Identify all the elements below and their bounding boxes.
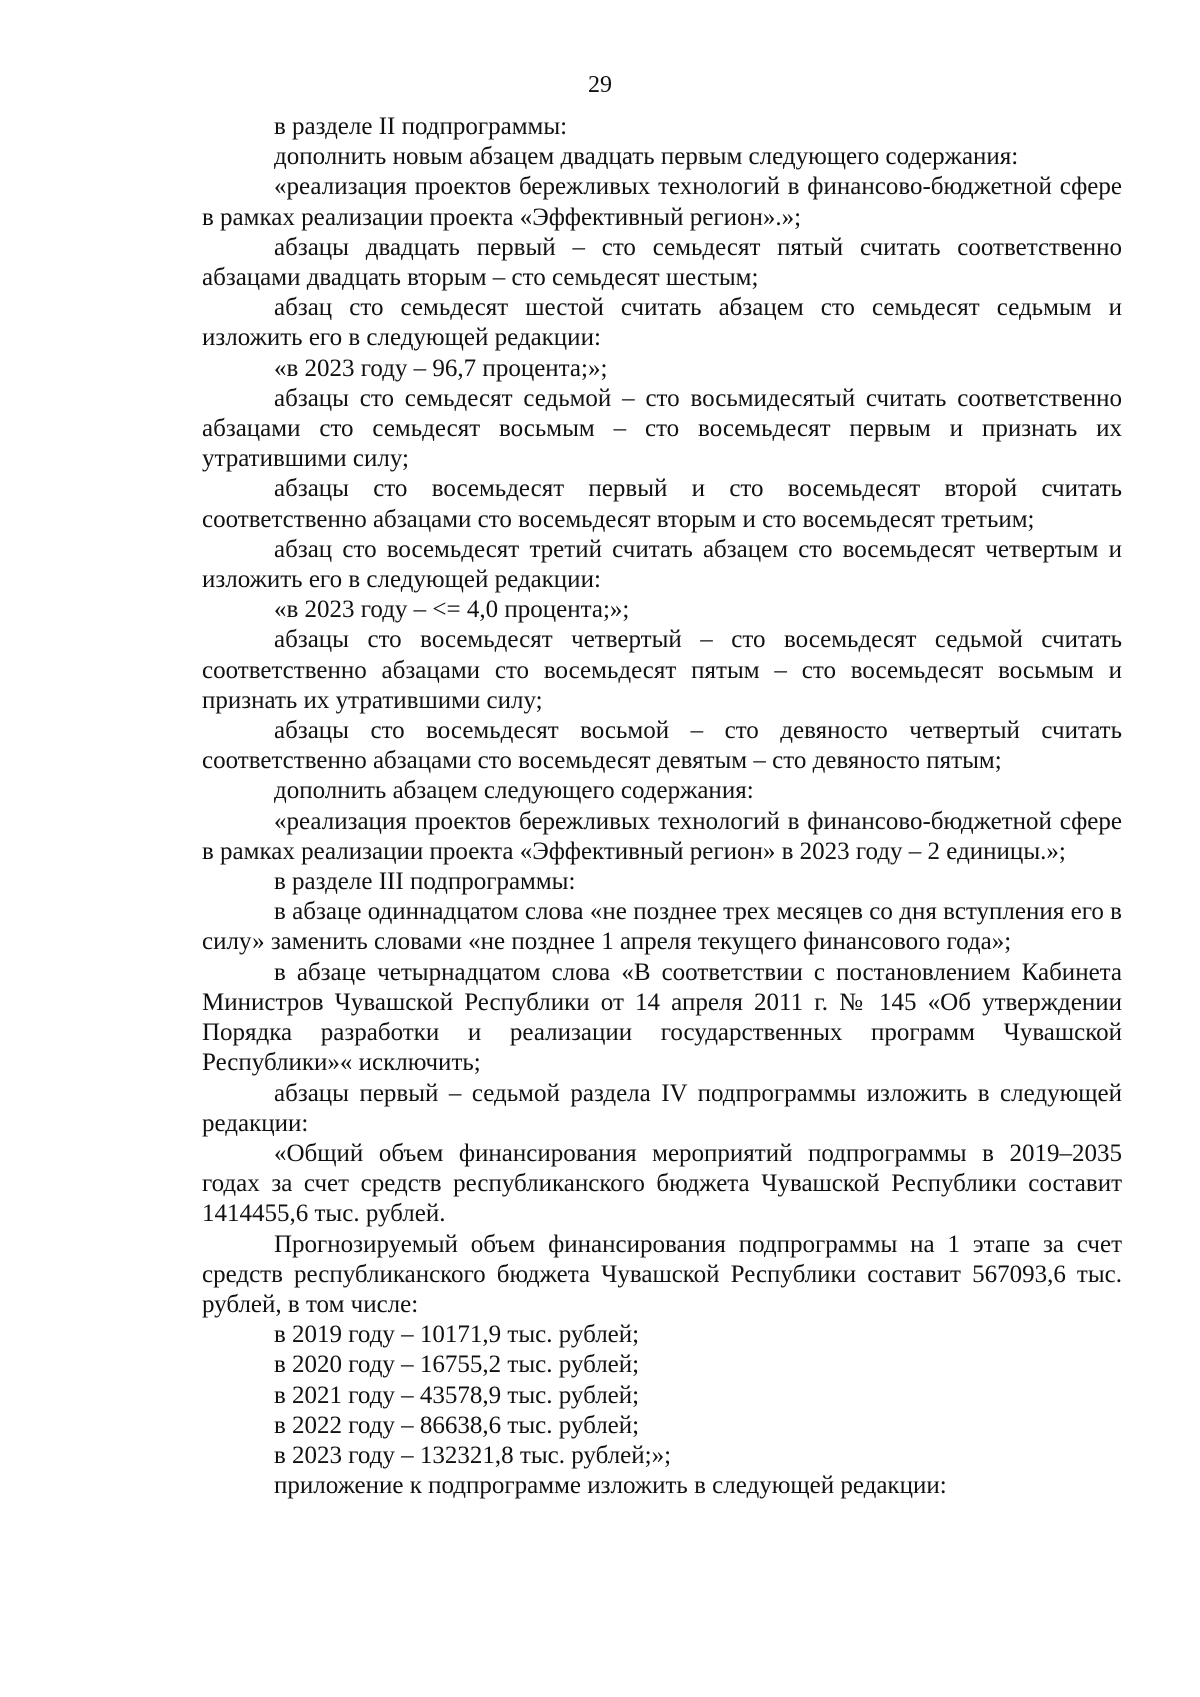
paragraph: «в 2023 году – <= 4,0 процента;»; — [274, 596, 630, 624]
paragraph: абзацы первый – седьмой раздела IV подпрограммы изложить в следующей редакции: — [202, 1079, 1122, 1137]
paragraph: в 2021 году – 43578,9 тыс. рублей; — [274, 1381, 640, 1409]
paragraph: «реализация проектов бережливых технологий в финансово-бюджетной сфере в рамках реализации проекта «Эффективный регион» в 2023 году – 2 единицы.»; — [202, 807, 1122, 865]
paragraph: в 2019 году – 10171,9 тыс. рублей; — [274, 1321, 640, 1349]
paragraph: абзацы сто семьдесят седьмой – сто восьмидесятый считать соответственно абзацами сто семьдесят восьмым – сто восемьдесят первым и признать их утратившими силу; — [202, 384, 1122, 473]
paragraph: дополнить абзацем следующего содержания: — [274, 777, 754, 805]
paragraph: «в 2023 году – 96,7 процента;»; — [274, 354, 608, 382]
paragraph: в разделе III подпрограммы: — [274, 868, 576, 896]
paragraph: «реализация проектов бережливых технологий в финансово-бюджетной сфере в рамках реализации проекта «Эффективный регион».»; — [202, 173, 1122, 231]
paragraph: в 2022 году – 86638,6 тыс. рублей; — [274, 1411, 640, 1439]
paragraph: в 2023 году – 132321,8 тыс. рублей;»; — [274, 1441, 672, 1469]
paragraph: абзацы сто восемьдесят восьмой – сто девяносто четвертый считать соответственно абзацами сто восемьдесят девятым – сто девяносто пятым; — [202, 717, 1122, 775]
paragraph: абзац сто восемьдесят третий считать абзацем сто восемьдесят четвертым и изложить его в следующей редакции: — [202, 535, 1122, 594]
paragraph: Прогнозируемый объем финансирования подпрограммы на 1 этапе за счет средств республиканского бюджета Чувашской Республики составит 567093,6 тыс. рублей, в том числе: — [202, 1230, 1122, 1318]
paragraph: в абзаце четырнадцатом слова «В соответствии с постановлением Кабинета Министров Чувашской Республики от 14 апреля 2011 г. № 145 «Об утверждении Порядка разработки и реализации государственных программ Чувашской Республики»« исключить; — [202, 958, 1122, 1077]
paragraph: приложение к подпрограмме изложить в следующей редакции: — [274, 1472, 947, 1500]
document-body — [202, 112, 1122, 1501]
paragraph: в абзаце одиннадцатом слова «не позднее трех месяцев со дня вступления его в силу» заменить словами «не позднее 1 апреля текущего финансового года»; — [202, 898, 1122, 956]
paragraph: дополнить новым абзацем двадцать первым следующего содержания: — [274, 143, 1019, 171]
paragraph: «Общий объем финансирования мероприятий подпрограммы в 2019–2035 годах за счет средств республиканского бюджета Чувашской Республики составит 1414455,6 тыс. рублей. — [202, 1139, 1122, 1228]
paragraph: в 2020 году – 16755,2 тыс. рублей; — [274, 1351, 640, 1379]
paragraph: абзац сто семьдесят шестой считать абзацем сто семьдесят седьмым и изложить его в следующей редакции: — [202, 294, 1122, 352]
page-number: 29 — [588, 72, 612, 98]
paragraph: абзацы двадцать первый – сто семьдесят пятый считать соответственно абзацами двадцать вторым – сто семьдесят шестым; — [202, 233, 1122, 292]
paragraph: в разделе II подпрограммы: — [274, 113, 568, 140]
paragraph: абзацы сто восемьдесят первый и сто восемьдесят второй считать соответственно абзацами сто восемьдесят вторым и сто восемьдесят третьим; — [202, 475, 1122, 533]
paragraph: абзацы сто восемьдесят четвертый – сто восемьдесят седьмой считать соответственно абзацами сто восемьдесят пятым – сто восемьдесят восьмым и признать их утратившими силу; — [202, 626, 1122, 714]
